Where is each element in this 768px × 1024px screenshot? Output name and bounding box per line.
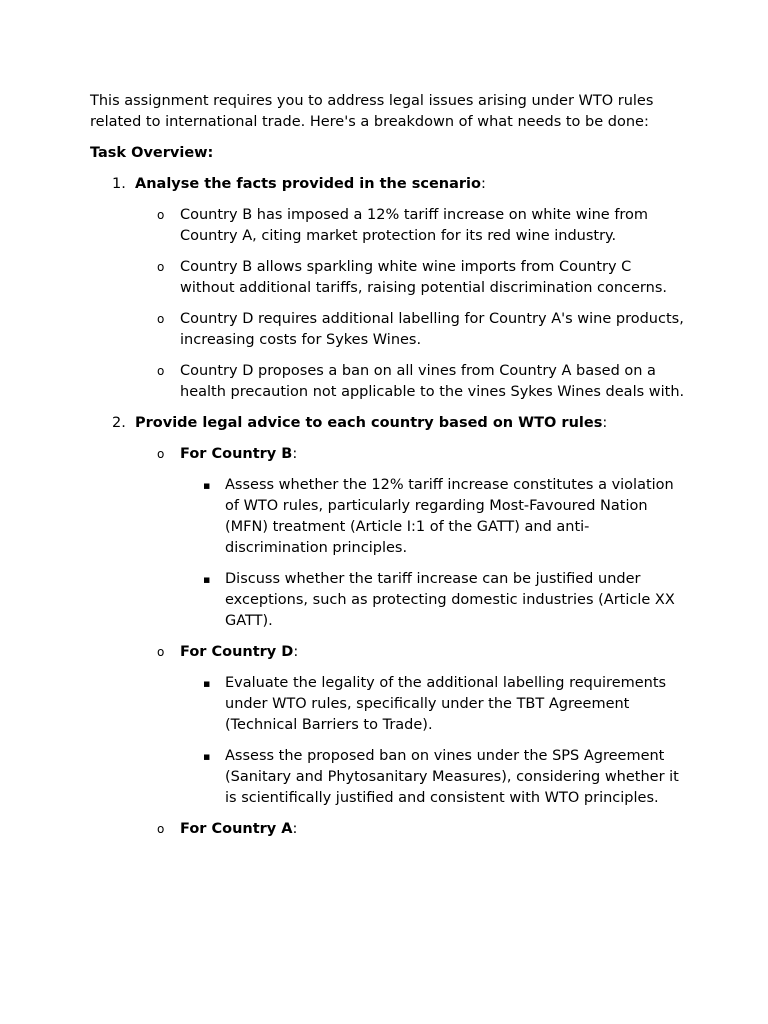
list-item bbox=[180, 475, 690, 559]
task-title: Analyse the facts provided in the scenario: bbox=[135, 176, 486, 192]
document-page bbox=[90, 91, 690, 850]
advice-text: Evaluate the legality of the additional labelling requirements under WTO rules, specifically under the TBT Agreement (Technical Barriers to Trade). bbox=[225, 675, 667, 733]
circle-bullet-icon: o bbox=[157, 447, 165, 461]
list-item bbox=[135, 444, 690, 632]
advice-list bbox=[180, 475, 690, 632]
circle-bullet-icon: o bbox=[157, 645, 165, 659]
advice-text: Assess whether the 12% tariff increase constitutes a violation of WTO rules, particularly regarding Most-Favoured Nation (MFN) treatment (Article I:1 of the GATT) and anti-discrimination principles. bbox=[225, 477, 674, 556]
list-item bbox=[135, 642, 690, 809]
square-bullet-icon: ▪ bbox=[203, 479, 211, 492]
intro-paragraph: This assignment requires you to address legal issues arising under WTO rules related to international trade. Here's a breakdown of what needs to be done: bbox=[90, 93, 654, 130]
circle-bullet-icon: o bbox=[157, 312, 165, 326]
fact-list bbox=[135, 205, 690, 403]
list-item bbox=[135, 361, 690, 403]
advice-text: Discuss whether the tariff increase can be justified under exceptions, such as protecting domestic industries (Article XX GATT). bbox=[225, 571, 675, 629]
task-item bbox=[90, 413, 690, 840]
list-item bbox=[135, 819, 690, 840]
country-list bbox=[135, 444, 690, 840]
country-heading: For Country D: bbox=[180, 644, 299, 660]
square-bullet-icon: ▪ bbox=[203, 750, 211, 763]
task-item bbox=[90, 174, 690, 403]
advice-text: Assess the proposed ban on vines under the SPS Agreement (Sanitary and Phytosanitary Measures), considering whether it is scientifically justified and consistent with WTO principles. bbox=[225, 748, 679, 806]
circle-bullet-icon: o bbox=[157, 364, 165, 378]
fact-text: Country B allows sparkling white wine imports from Country C without additional tariffs, raising potential discrimination concerns. bbox=[180, 259, 667, 296]
list-item bbox=[135, 205, 690, 247]
task-overview-heading: Task Overview: bbox=[90, 145, 214, 161]
circle-bullet-icon: o bbox=[157, 260, 165, 274]
list-item bbox=[180, 746, 690, 809]
circle-bullet-icon: o bbox=[157, 822, 165, 836]
list-item bbox=[135, 309, 690, 351]
country-heading: For Country A: bbox=[180, 821, 298, 837]
square-bullet-icon: ▪ bbox=[203, 677, 211, 690]
list-item bbox=[180, 673, 690, 736]
list-number: 2. bbox=[112, 415, 126, 431]
circle-bullet-icon: o bbox=[157, 208, 165, 222]
list-item bbox=[135, 257, 690, 299]
list-number: 1. bbox=[112, 176, 126, 192]
square-bullet-icon: ▪ bbox=[203, 573, 211, 586]
country-heading: For Country B: bbox=[180, 446, 298, 462]
advice-list bbox=[180, 673, 690, 809]
fact-text: Country D requires additional labelling for Country A's wine products, increasing costs for Sykes Wines. bbox=[180, 311, 684, 348]
list-item bbox=[180, 569, 690, 632]
task-title: Provide legal advice to each country based on WTO rules: bbox=[135, 415, 608, 431]
fact-text: Country D proposes a ban on all vines from Country A based on a health precaution not applicable to the vines Sykes Wines deals with. bbox=[180, 363, 685, 400]
task-list bbox=[90, 174, 690, 840]
fact-text: Country B has imposed a 12% tariff increase on white wine from Country A, citing market protection for its red wine industry. bbox=[180, 207, 649, 244]
